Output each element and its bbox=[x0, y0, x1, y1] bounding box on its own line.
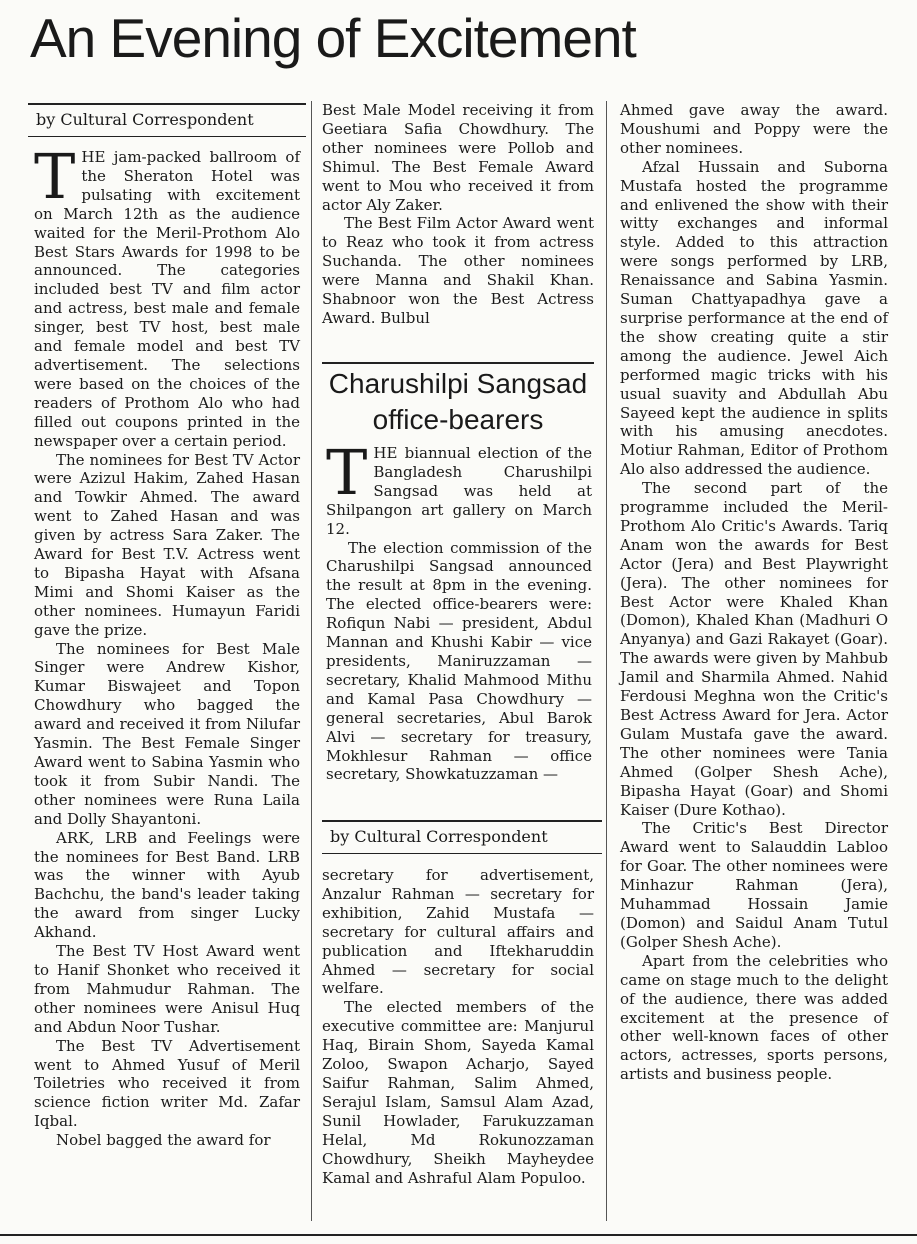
article-paragraph: secretary for advertisement, Anzalur Rahman — secretary for exhibition, Zahid Mustafa — secretary for cultural affairs and publication and Iftekharuddin Ahmed — secretary for social welfare. bbox=[322, 866, 594, 998]
column-rule-left bbox=[311, 101, 312, 1221]
article-paragraph: Ahmed gave away the award. Moushumi and Poppy were the other nominees. bbox=[620, 101, 888, 157]
byline-second: by Cultural Correspondent bbox=[322, 820, 602, 854]
article-paragraph: The Critic's Best Director Award went to Salauddin Labloo for Goar. The other nominees were Minhazur Rahman (Jera), Muhammad Hossain Jamie (Domon) and Saidul Anam Tutul (Golper Shesh Ache). bbox=[620, 819, 888, 951]
headline: An Evening of Excitement bbox=[30, 7, 636, 69]
drop-cap: T bbox=[326, 436, 368, 509]
drop-cap: T bbox=[34, 140, 76, 213]
article-paragraph: Afzal Hussain and Suborna Mustafa hosted the programme and enlivened the show with their witty exchanges and informal style. Added to this attraction were songs performed by LRB, Renaissance and Sabina Yasmin. Suman Chattyapadhya gave a surprise performance at the end of the show creating quite a stir among the audience. Jewel Aich performed magic tricks with his usual suavity and Abdullah Abu Sayeed kept the audience in splits with his amusing anecdotes. Motiur Rahman, Editor of Prothom Alo also addressed the audience. bbox=[620, 157, 888, 479]
article-paragraph: ARK, LRB and Feelings were the nominees for Best Band. LRB was the winner with Ayub Bachchu, the band's leader taking the award from singer Lucky Akhand. bbox=[34, 828, 300, 942]
article-paragraph: The second part of the programme included the Meril-Prothom Alo Critic's Awards. Tariq Anam won the awards for Best Actor (Jera) and Best Playwright (Jera). The other nominees for Best Actor were Khaled Khan (Domon), Khaled Khan (Madhuri O Anyanya) and Gazi Rakayet (Goar). The awards were given by Mahbub Jamil and Sharmila Ahmed. Nahid Ferdousi Meghna won the Critic's Best Actress Award for Jera. Actor Gulam Mustafa gave the award. The other nominees were Tania Ahmed (Golper Shesh Ache), Bipasha Hayat (Goar) and Shomi Kaiser (Dure Kothao). bbox=[620, 479, 888, 819]
article-column-2-bottom bbox=[322, 866, 594, 1187]
article-paragraph: The Best Film Actor Award went to Reaz who took it from actress Suchanda. The other nominees were Manna and Shakil Khan. Shabnoor won the Best Actress Award. Bulbul bbox=[322, 214, 594, 327]
byline-main: by Cultural Correspondent bbox=[28, 103, 306, 137]
article-paragraph: The elected members of the executive committee are: Manjurul Haq, Birain Shom, Sayeda Kamal Zoloo, Swapon Acharjo, Sayed Saifur Rahman, Salim Ahmed, Serajul Islam, Samsul Alam Azad, Sunil Howlader, Farukuzzaman Helal, Md Rokunozzaman Chowdhury, Sheikh Mayheydee Kamal and Ashraful Alam Populoo. bbox=[322, 998, 594, 1187]
article-paragraph: THE jam-packed ballroom of the Sheraton Hotel was pulsating with excitement on March 12th as the audience waited for the Meril-Prothom Alo Best Stars Awards for 1998 to be announced. The categories included best TV and film actor and actress, best male and female singer, best TV host, best male and female model and best TV advertisement. The selections were based on the choices of the readers of Prothom Alo who had filled out coupons printed in the newspaper over a certain period. bbox=[34, 140, 300, 450]
article-column-3 bbox=[620, 101, 888, 1084]
article-paragraph: Best Male Model receiving it from Geetiara Safia Chowdhury. The other nominees were Pollob and Shimul. The Best Female Award went to Mou who received it from actor Aly Zaker. bbox=[322, 101, 594, 214]
boxed-article-title: Charushilpi Sangsad office-bearers bbox=[322, 362, 594, 438]
article-paragraph: Nobel bagged the award for bbox=[56, 1131, 271, 1150]
article-column-1 bbox=[34, 140, 300, 1150]
column-rule-right bbox=[606, 101, 607, 1221]
article-paragraph: THE biannual election of the Bangladesh Charushilpi Sangsad was held at Shilpangon art gallery on March 12. bbox=[326, 436, 592, 538]
article-column-2 bbox=[322, 101, 594, 328]
article-paragraph: The Best TV Advertisement went to Ahmed Yusuf of Meril Toiletries who received it from science fiction writer Md. Zafar Iqbal. bbox=[34, 1036, 300, 1131]
article-paragraph: The nominees for Best TV Actor were Azizul Hakim, Zahed Hasan and Towkir Ahmed. The award went to Zahed Hasan and was given by actress Sara Zaker. The Award for Best T.V. Actress went to Bipasha Hayat with Afsana Mimi and Shomi Kaiser as the other nominees. Humayun Faridi gave the prize. bbox=[34, 450, 300, 639]
article-paragraph: The nominees for Best Male Singer were Andrew Kishor, Kumar Biswajeet and Topon Chowdhury who bagged the award and received it from Nilufar Yasmin. The Best Female Singer Award went to Sabina Yasmin who took it from Subir Nandi. The other nominees were Runa Laila and Dolly Shayantoni. bbox=[34, 639, 300, 828]
article-paragraph: The Best TV Host Award went to Hanif Shonket who received it from Mahmudur Rahman. The other nominees were Anisul Huq and Abdun Noor Tushar. bbox=[34, 942, 300, 1036]
article-paragraph: Apart from the celebrities who came on stage much to the delight of the audience, there was added excitement at the presence of other well-known faces of other actors, actresses, sports persons, artists and business people. bbox=[620, 951, 888, 1084]
article-paragraph: The election commission of the Charushilpi Sangsad announced the result at 8pm in the evening. The elected office-bearers were: Rofiqun Nabi — president, Abdul Mannan and Khushi Kabir — vice presidents, Maniruzzaman — secretary, Khalid Mahmood Mithu and Kamal Pasa Chowdhury — general secretaries, Abul Barok Alvi — secretary for treasury, Mokhlesur Rahman — office secretary, Showkatuzzaman — bbox=[326, 538, 592, 784]
boxed-article-body bbox=[326, 436, 592, 784]
page-bottom-rule bbox=[0, 1234, 917, 1236]
